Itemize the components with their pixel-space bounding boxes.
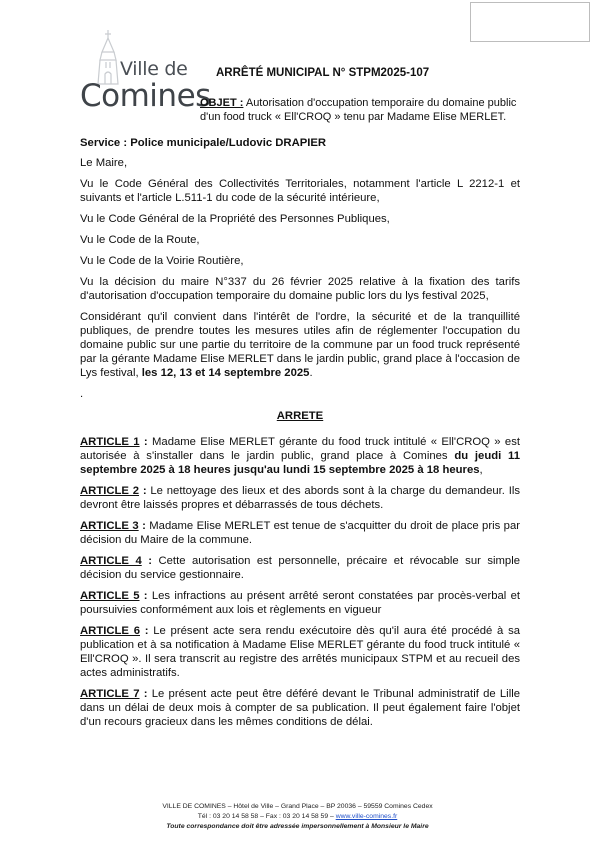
considerant <box>80 310 520 380</box>
article-text: Cette autorisation est personnelle, précaire et révocable sur simple décision du service gestionnaire. <box>80 555 521 581</box>
objet-label: OBJET : <box>200 97 244 109</box>
vu-2: Vu le Code Général de la Propriété des Personnes Publiques, <box>80 213 390 225</box>
article-text: Le présent acte sera rendu exécutoire dès qu'il aura été procédé à sa publication et à sa notification à Madame Elise MERLET gérante du food truck intitulé « Ell'CROQ ». Il sera transcrit au registre des arrêtés municipaux STPM et au recueil des actes administratifs. <box>80 625 521 679</box>
city-logo <box>80 28 211 114</box>
objet-text: Autorisation d'occupation temporaire du domaine public d'un food truck « Ell'CROQ » tenu par Madame Elise MERLET. <box>200 97 517 123</box>
article-sep: : <box>139 436 153 448</box>
article-sep: : <box>138 520 150 532</box>
considerant-end: . <box>309 367 313 379</box>
document-title: ARRÊTÉ MUNICIPAL N° STPM2025-107 <box>216 67 430 79</box>
article-text: Madame Elise MERLET gérante du food truck intitulé « Ell'CROQ » est autorisée à s'installer dans le jardin public, grand place à Comines <box>80 436 520 462</box>
article-end: , <box>479 464 483 476</box>
footer <box>90 802 505 832</box>
document-body <box>80 136 520 736</box>
article-sep: : <box>139 688 152 700</box>
article-1 <box>80 435 520 477</box>
article-text: Le présent acte peut être déféré devant le Tribunal administratif de Lille dans un délai de deux mois à compter de sa publication. Il peut également faire l'objet d'un recours gracieux dans les mêmes conditions de délai. <box>80 688 520 728</box>
article-label: ARTICLE 1 <box>80 436 140 448</box>
logo-comines: Comines <box>80 78 211 114</box>
footer-contact <box>90 812 505 822</box>
vu-4: Vu le Code de la Voirie Routière, <box>80 255 244 267</box>
footer-address: VILLE DE COMINES – Hôtel de Ville – Grand Place – BP 20036 – 59559 Comines Cedex <box>162 803 433 810</box>
article-bold: du jeudi 11 septembre 2025 à 18 heures jusqu'au lundi 15 septembre 2025 à 18 heures <box>80 450 520 476</box>
vu-5: Vu la décision du maire N°337 du 26 février 2025 relative à la fixation des tarifs d'autorisation d'occupation temporaire du domaine public lors du lys festival 2025, <box>80 276 520 302</box>
article-label: ARTICLE 5 <box>80 590 140 602</box>
article-label: ARTICLE 7 <box>80 688 140 700</box>
article-text: Madame Elise MERLET est tenue de s'acquitter du droit de place pris par décision du Maire de la commune. <box>80 520 521 546</box>
article-3 <box>80 519 520 547</box>
intro: Le Maire, <box>80 157 128 169</box>
article-6 <box>80 624 520 680</box>
footer-phone-fax: Tél : 03 20 14 58 58 – Fax : 03 20 14 58 59 – <box>197 813 336 820</box>
article-sep: : <box>139 625 154 637</box>
vu-1: Vu le Code Général des Collectivités Territoriales, notamment l'article L 2212-1 et suivants et l'article L.511-1 du code de la sécurité intérieure, <box>80 178 520 204</box>
article-text: Le nettoyage des lieux et des abords sont à la charge du demandeur. Ils devront être laissés propres et débarrassés de tous déchets. <box>80 485 520 511</box>
logo-ville-de: Ville de <box>120 58 188 80</box>
arrete-heading: ARRETE <box>276 410 324 422</box>
article-sep: : <box>141 555 159 567</box>
website-link[interactable]: www.ville-comines.fr <box>335 813 398 820</box>
dot: . <box>80 388 84 400</box>
article-label: ARTICLE 3 <box>80 520 139 532</box>
article-7 <box>80 687 520 729</box>
objet <box>200 96 520 124</box>
article-label: ARTICLE 2 <box>80 485 140 497</box>
article-sep: : <box>139 485 151 497</box>
article-sep: : <box>139 590 152 602</box>
vu-3: Vu le Code de la Route, <box>80 234 200 246</box>
article-text: Les infractions au présent arrêté seront constatées par procès-verbal et poursuivies conformément aux lois et règlements en vigueur <box>80 590 521 616</box>
footer-note: Toute correspondance doit être adressée impersonnellement à Monsieur le Maire <box>166 823 429 830</box>
article-4 <box>80 554 520 582</box>
service-line: Service : Police municipale/Ludovic DRAPIER <box>80 137 327 149</box>
stamp-box <box>470 2 590 42</box>
article-2 <box>80 484 520 512</box>
article-label: ARTICLE 6 <box>80 625 140 637</box>
considerant-dates: les 12, 13 et 14 septembre 2025 <box>141 367 310 379</box>
article-5 <box>80 589 520 617</box>
article-label: ARTICLE 4 <box>80 555 142 567</box>
considerant-text: Considérant qu'il convient dans l'intérêt de l'ordre, la sécurité et de la tranquillité publiques, de prendre toutes les mesures utiles afin de réglementer l'occupation du domaine public sur une partie du territoire de la commune par un food truck représenté par la gérante Madame Elise MERLET dans le jardin public, grand place à l'occasion de Lys festival, <box>80 311 520 379</box>
